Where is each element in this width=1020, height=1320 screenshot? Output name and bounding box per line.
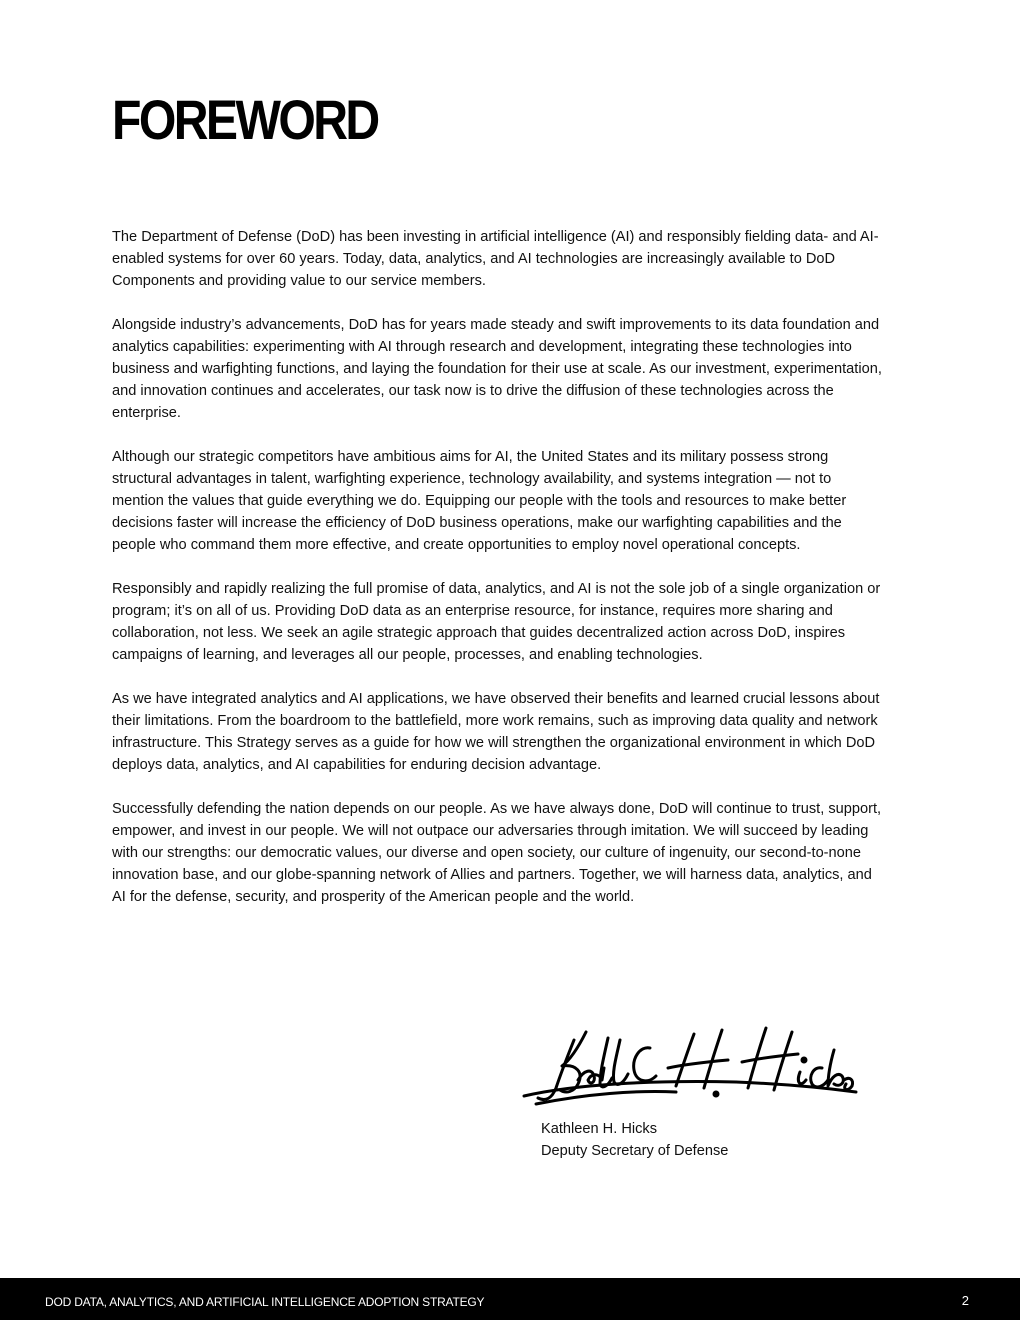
footer-page-number: 2	[961, 1293, 969, 1308]
paragraph: As we have integrated analytics and AI applications, we have observed their benefits and learned crucial lessons about their limitations. From the boardroom to the battlefield, more work remains, such as improving data quality and network infrastructure. This Strategy serves as a guide for how we will strengthen the organizational environment in which DoD deploys data, analytics, and AI capabilities for enduring decision advantage.	[112, 691, 880, 773]
signature-image	[516, 1010, 861, 1110]
signer-role: Deputy Secretary of Defense	[541, 1143, 729, 1159]
page-footer	[0, 1278, 1020, 1320]
paragraph: Successfully defending the nation depends on our people. As we have always done, DoD will continue to trust, support, empower, and invest in our people. We will not outpace our adversaries through imitation. We will succeed by leading with our strengths: our democratic values, our diverse and open society, our culture of ingenuity, our second-to-none innovation base, and our globe-spanning network of Allies and partners. Together, we will harness data, analytics, and AI for the defense, security, and prosperity of the American people and the world.	[112, 801, 882, 905]
footer-document-title: DOD DATA, ANALYTICS, AND ARTIFICIAL INTELLIGENCE ADOPTION STRATEGY	[45, 1295, 485, 1309]
signer-block	[541, 1118, 728, 1162]
paragraph: Although our strategic competitors have ambitious aims for AI, the United States and its military possess strong structural advantages in talent, warfighting experience, technology availability, and systems integration — not to mention the values that guide everything we do. Equipping our people with the tools and resources to make better decisions faster will increase the efficiency of DoD business operations, make our warfighting capabilities and the people who command them more effective, and create opportunities to employ novel operational concepts.	[112, 449, 847, 553]
paragraph: Responsibly and rapidly realizing the full promise of data, analytics, and AI is not the sole job of a single organization or program; it’s on all of us. Providing DoD data as an enterprise resource, for instance, requires more sharing and collaboration, not less. We seek an agile strategic approach that guides decentralized action across DoD, inspires campaigns of learning, and leverages all our people, processes, and enabling technologies.	[112, 581, 881, 663]
paragraph: Alongside industry’s advancements, DoD has for years made steady and swift improvements to its data foundation and analytics capabilities: experimenting with AI through research and development, integrating these technologies into business and warfighting functions, and laying the foundation for their use at scale. As our investment, experimentation, and innovation continues and accelerates, our task now is to drive the diffusion of these technologies across the enterprise.	[112, 317, 882, 421]
signer-name: Kathleen H. Hicks	[541, 1121, 657, 1137]
foreword-body	[112, 226, 884, 930]
paragraph: The Department of Defense (DoD) has been investing in artificial intelligence (AI) and responsibly fielding data- and AI-enabled systems for over 60 years. Today, data, analytics, and AI technologies are increasingly available to DoD Components and providing value to our service members.	[112, 229, 879, 289]
page-title: FOREWORD	[112, 88, 378, 151]
